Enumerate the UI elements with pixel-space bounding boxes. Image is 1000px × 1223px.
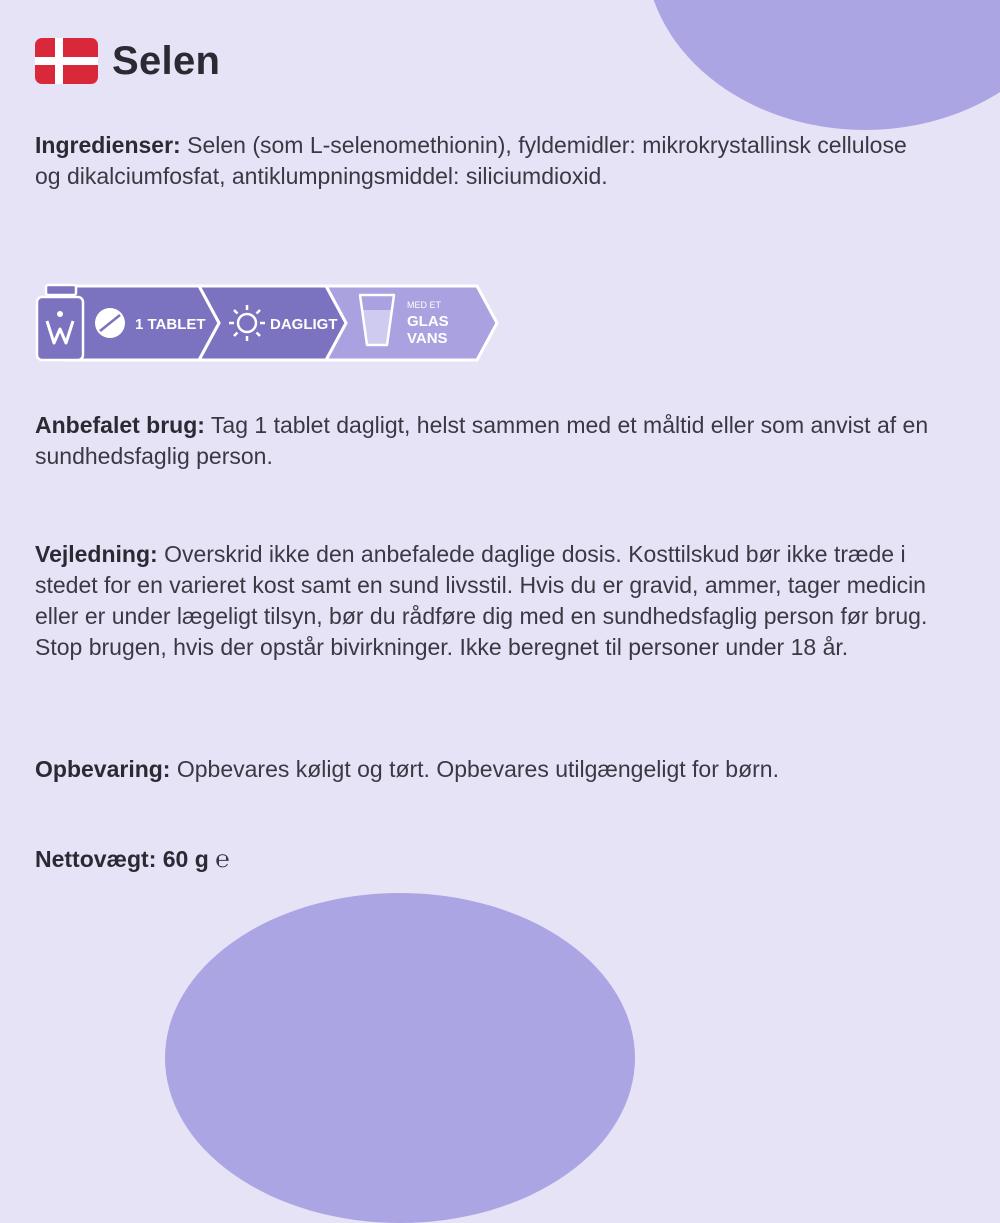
net-weight-label: Nettovægt: 60 g [35, 846, 209, 872]
storage-text: Opbevares køligt og tørt. Opbevares utilgængeligt for børn. [170, 756, 779, 782]
usage-text: Tag 1 tablet dagligt, helst sammen med et måltid eller som anvist af en sundhedsfaglig person. [35, 412, 929, 469]
guidance-text: Overskrid ikke den anbefalede daglige dosis. Kosttilskud bør ikke træde i stedet for en varieret kost samt en sund livsstil. Hvis du er gravid, ammer, tager medicin eller er under lægeligt tilsyn, bør du rådføre dig med en sundhedsfaglig person før brug. Stop brugen, hvis der opstår bivirkninger. Ikke beregnet til personer under 18 år. [35, 541, 928, 660]
tablet-icon [95, 308, 125, 338]
ingredients-label: Ingredienser: [35, 132, 181, 158]
guidance-section [35, 539, 935, 663]
guidance-label: Vejledning: [35, 541, 158, 567]
header [35, 38, 220, 84]
net-weight-section [35, 844, 935, 875]
daily-label: DAGLIGT [270, 316, 338, 333]
bottle-icon [37, 285, 83, 360]
water-label-line3: VANS [407, 330, 448, 347]
water-label-line2: GLAS [407, 313, 449, 330]
page-title: Selen [112, 38, 221, 83]
denmark-flag-icon [35, 38, 98, 84]
decorative-blob-bottom [165, 893, 635, 1223]
usage-section [35, 410, 935, 472]
decorative-blob-top [645, 0, 1000, 130]
tablet-label: 1 TABLET [135, 316, 206, 333]
storage-section [35, 754, 935, 785]
estimated-sign-icon: ℮ [215, 846, 230, 873]
usage-label: Anbefalet brug: [35, 412, 205, 438]
storage-label: Opbevaring: [35, 756, 171, 782]
ingredients-text: Selen (som L-selenomethionin), fyldemidler: mikrokrystallinsk cellulose og dikalciumfosfat, antiklumpningsmiddel: siliciumdioxid. [35, 132, 907, 189]
dosage-banner [34, 283, 504, 363]
ingredients-section [35, 130, 935, 192]
water-label-line1: MED ET [407, 300, 442, 310]
